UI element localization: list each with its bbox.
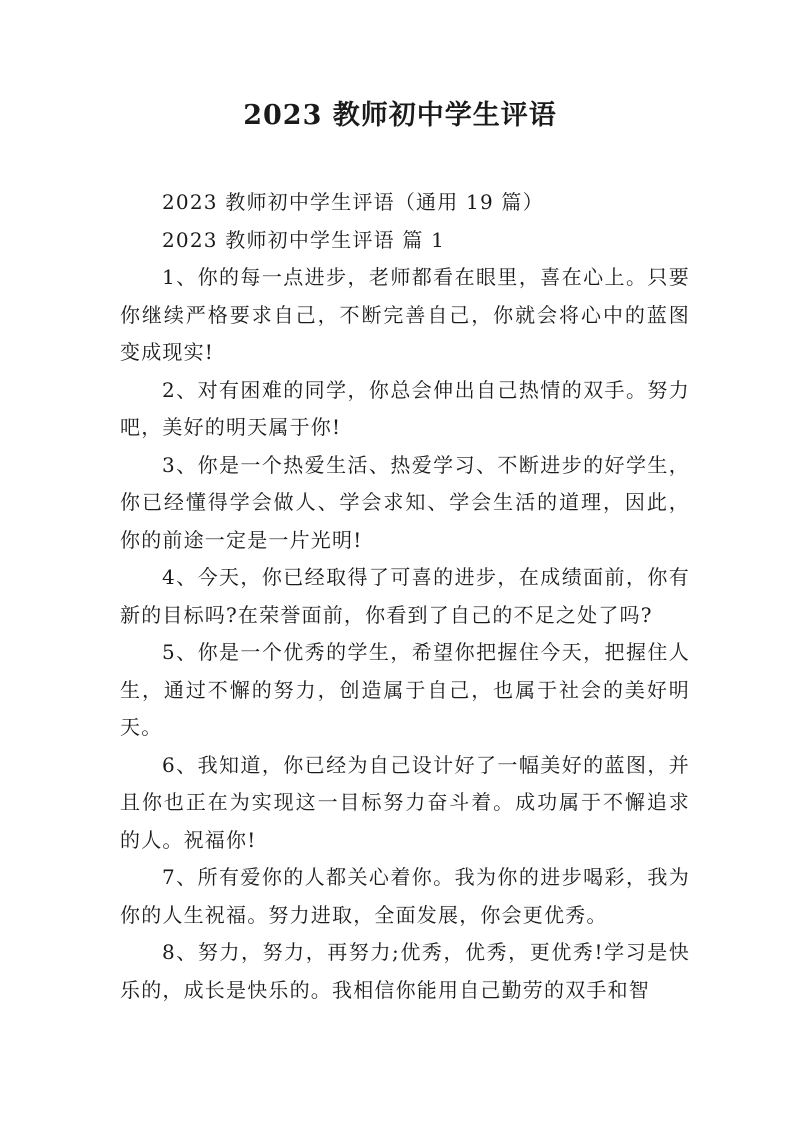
comment-paragraph-4: 4、今天，你已经取得了可喜的进步，在成绩面前，你有新的目标吗?在荣誉面前，你看到了自己的不足之处了吗? [120,565,690,627]
comment-paragraph-8: 8、努力，努力，再努力;优秀，优秀，更优秀!学习是快乐的，成长是快乐的。我相信你能用自己勤劳的双手和智 [120,940,690,1002]
comment-paragraph-7: 7、所有爱你的人都关心着你。我为你的进步喝彩，我为你的人生祝福。努力进取，全面发展，你会更优秀。 [120,865,690,927]
document-body [120,184,690,1009]
document-title: 2023 教师初中学生评语 [243,100,557,131]
comment-paragraph-2: 2、对有困难的同学，你总会伸出自己热情的双手。努力吧，美好的明天属于你! [120,377,690,439]
comment-paragraph-5: 5、你是一个优秀的学生，希望你把握住今天，把握住人生，通过不懈的努力，创造属于自己，也属于社会的美好明天。 [120,640,690,739]
comment-paragraph-6: 6、我知道，你已经为自己设计好了一幅美好的蓝图，并且你也正在为实现这一目标努力奋斗着。成功属于不懈追求的人。祝福你! [120,752,690,852]
section-heading: 2023 教师初中学生评语 篇 1 [162,227,446,252]
comment-paragraph-3: 3、你是一个热爱生活、热爱学习、不断进步的好学生，你已经懂得学会做人、学会求知、学会生活的道理，因此，你的前途一定是一片光明! [120,452,690,552]
comment-paragraph-1: 1、你的每一点进步，老师都看在眼里，喜在心上。只要你继续严格要求自己，不断完善自己，你就会将心中的蓝图变成现实! [120,265,690,364]
subtitle-paragraph: 2023 教师初中学生评语（通用 19 篇） [162,190,544,214]
